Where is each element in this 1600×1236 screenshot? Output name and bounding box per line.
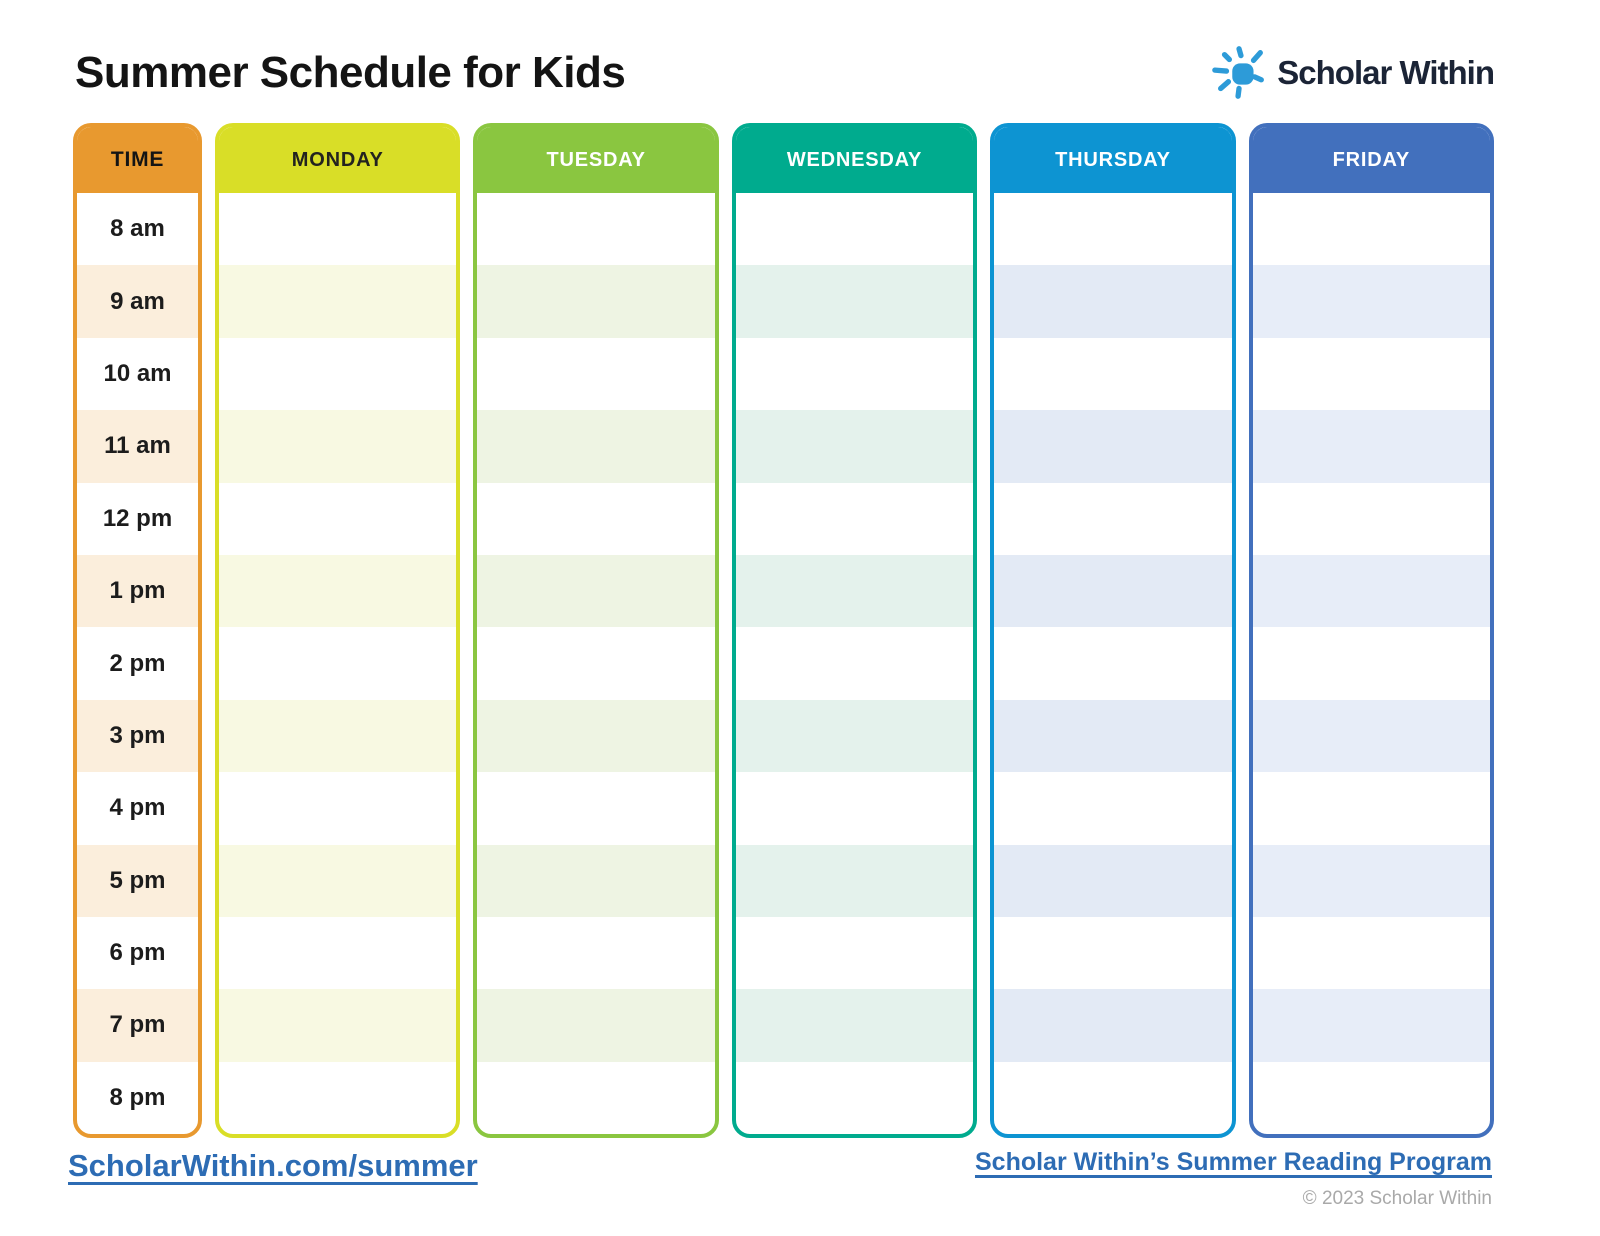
summer-url-link[interactable]: ScholarWithin.com/summer [68,1148,478,1183]
schedule-cell [477,845,714,917]
schedule-cell [994,483,1231,555]
brand-name: Scholar Within [1277,54,1494,91]
schedule-cell [219,700,456,772]
schedule-cell [736,845,973,917]
schedule-cell [994,989,1231,1061]
column-header-monday: MONDAY [219,127,456,193]
schedule-cell [736,410,973,482]
time-label: 7 pm [109,1011,166,1039]
schedule-cell [736,265,973,337]
copyright-text: © 2023 Scholar Within [1302,1188,1492,1209]
column-friday [1249,123,1494,1138]
time-row [77,700,198,772]
column-header-time: TIME [77,127,198,193]
column-thursday [990,123,1235,1138]
schedule-cell [994,1062,1231,1134]
schedule-cell [994,555,1231,627]
schedule-cell [219,845,456,917]
column-rows-tuesday [477,193,714,1134]
sun-icon [1211,44,1269,102]
time-label: 11 am [104,432,171,460]
time-label: 10 am [103,359,172,387]
schedule-cell [219,917,456,989]
schedule-cell [1253,700,1490,772]
time-label: 6 pm [109,939,166,967]
time-row [77,845,198,917]
schedule-cell [477,989,714,1061]
schedule-cell [994,845,1231,917]
page-title: Summer Schedule for Kids [75,48,626,97]
schedule-cell [477,555,714,627]
schedule-cell [219,265,456,337]
schedule-cell [1253,917,1490,989]
schedule-cell [1253,845,1490,917]
time-row [77,772,198,844]
time-row [77,410,198,482]
header-bar [75,44,1494,102]
schedule-cell [1253,483,1490,555]
schedule-cell [994,338,1231,410]
schedule-cell [219,1062,456,1134]
time-row [77,483,198,555]
schedule-cell [1253,555,1490,627]
schedule-cell [1253,1062,1490,1134]
column-rows-wednesday [736,193,973,1134]
column-monday [215,123,460,1138]
time-label: 8 am [110,215,165,243]
schedule-cell [477,1062,714,1134]
time-row [77,917,198,989]
schedule-cell [736,1062,973,1134]
time-label: 9 am [110,287,165,315]
schedule-cell [477,917,714,989]
schedule-cell [994,772,1231,844]
time-row [77,1062,198,1134]
brand-logo [1211,44,1494,102]
time-row [77,265,198,337]
schedule-cell [736,772,973,844]
time-label: 1 pm [109,577,166,605]
schedule-cell [477,265,714,337]
column-header-friday: FRIDAY [1253,127,1490,193]
column-tuesday [473,123,718,1138]
schedule-cell [736,193,973,265]
time-label: 2 pm [109,649,166,677]
time-label: 8 pm [109,1083,166,1111]
schedule-cell [1253,338,1490,410]
column-time [73,123,202,1138]
schedule-cell [1253,627,1490,699]
schedule-cell [736,555,973,627]
schedule-cell [1253,989,1490,1061]
schedule-cell [994,410,1231,482]
schedule-cell [219,483,456,555]
time-row [77,193,198,265]
time-label: 12 pm [102,504,173,532]
schedule-cell [994,917,1231,989]
schedule-cell [219,989,456,1061]
schedule-cell [219,338,456,410]
schedule-cell [219,555,456,627]
column-header-tuesday: TUESDAY [477,127,714,193]
schedule-cell [477,772,714,844]
reading-program-link[interactable]: Scholar Within’s Summer Reading Program [974,1148,1492,1176]
column-header-wednesday: WEDNESDAY [736,127,973,193]
schedule-cell [1253,265,1490,337]
schedule-cell [736,627,973,699]
schedule-cell [994,265,1231,337]
schedule-cell [1253,193,1490,265]
time-label: 5 pm [109,866,166,894]
schedule-cell [477,410,714,482]
column-rows-thursday [994,193,1231,1134]
schedule-cell [994,700,1231,772]
schedule-cell [736,483,973,555]
footer-right [975,1148,1492,1210]
schedule-cell [477,483,714,555]
schedule-grid [73,123,1494,1138]
schedule-cell [994,627,1231,699]
schedule-cell [736,700,973,772]
schedule-cell [1253,772,1490,844]
schedule-cell [1253,410,1490,482]
time-row [77,627,198,699]
schedule-cell [219,627,456,699]
column-header-thursday: THURSDAY [994,127,1231,193]
schedule-cell [219,410,456,482]
schedule-cell [219,772,456,844]
column-rows-time [77,193,198,1134]
schedule-cell [736,989,973,1061]
time-label: 4 pm [109,794,166,822]
schedule-cell [994,193,1231,265]
column-rows-friday [1253,193,1490,1134]
time-label: 3 pm [109,721,166,749]
schedule-cell [736,338,973,410]
time-row [77,989,198,1061]
schedule-cell [219,193,456,265]
schedule-cell [736,917,973,989]
time-row [77,338,198,410]
column-rows-monday [219,193,456,1134]
time-row [77,555,198,627]
schedule-cell [477,700,714,772]
column-wednesday [732,123,977,1138]
schedule-cell [477,627,714,699]
schedule-cell [477,338,714,410]
schedule-cell [477,193,714,265]
